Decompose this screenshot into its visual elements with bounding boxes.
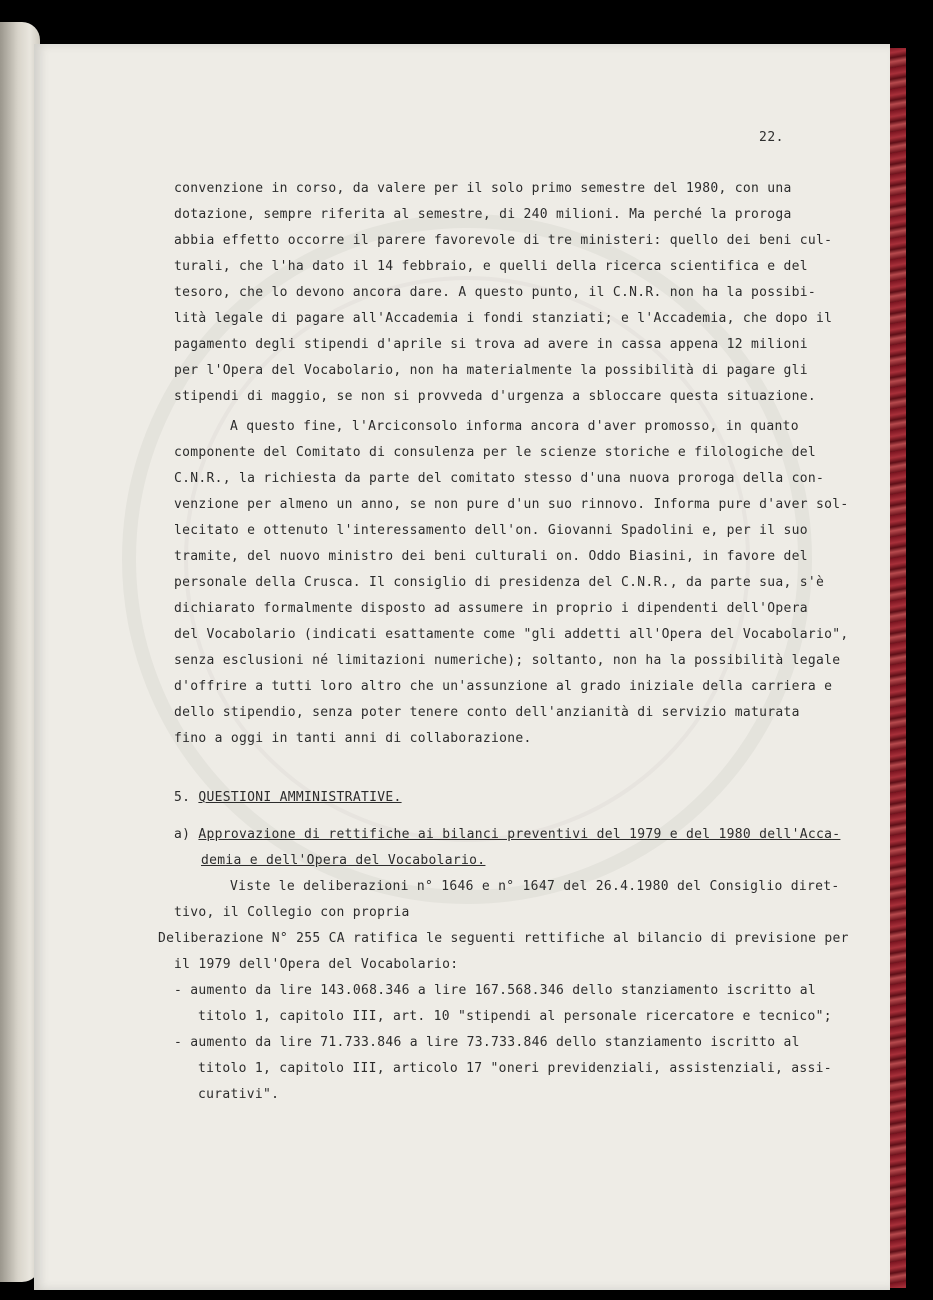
subsection-title-line-2: demia e dell'Opera del Vocabolario. (201, 853, 486, 868)
section-number: 5. (174, 790, 191, 805)
text-line: del Vocabolario (indicati esattamente come "gli addetti all'Opera del Vocabolario", (174, 627, 849, 642)
text-line: dello stipendio, senza poter tenere conto dell'anzianità di servizio maturata (174, 705, 800, 720)
text-line: d'offrire a tutti loro altro che un'assunzione al grado iniziale della carriera e (174, 679, 833, 694)
deliberation-line: Deliberazione N° 255 CA ratifica le seguenti rettifiche al bilancio di previsione per (158, 931, 849, 946)
list-item-text: curativi". (198, 1087, 280, 1102)
text-line: lecitato e ottenuto l'interessamento dell'on. Giovanni Spadolini e, per il suo (174, 523, 808, 538)
text-line: dotazione, sempre riferita al semestre, di 240 milioni. Ma perché la proroga (174, 207, 792, 222)
text-line: fino a oggi in tanti anni di collaborazione. (174, 731, 532, 746)
list-item (174, 983, 816, 998)
text-line: per l'Opera del Vocabolario, non ha materialmente la possibilità di pagare gli (174, 363, 808, 378)
list-item-text: titolo 1, capitolo III, art. 10 "stipendi al personale ricercatore e tecnico"; (198, 1009, 832, 1024)
subsection-title-line-1: Approvazione di rettifiche ai bilanci preventivi del 1979 e del 1980 dell'Acca- (198, 827, 841, 842)
section-title: QUESTIONI AMMINISTRATIVE. (198, 790, 402, 805)
list-marker: - (174, 983, 183, 998)
text-line: convenzione in corso, da valere per il solo primo semestre del 1980, con una (174, 181, 792, 196)
text-line: A questo fine, l'Arciconsolo informa ancora d'aver promosso, in quanto (230, 419, 799, 434)
list-item-text: aumento da lire 71.733.846 a lire 73.733.846 dello stanziamento iscritto al (190, 1035, 800, 1050)
text-line: turali, che l'ha dato il 14 febbraio, e quelli della ricerca scientifica e del (174, 259, 808, 274)
text-line: Viste le deliberazioni n° 1646 e n° 1647 del 26.4.1980 del Consiglio diret- (230, 879, 840, 894)
text-line: pagamento degli stipendi d'aprile si trova ad avere in cassa appena 12 milioni (174, 337, 808, 352)
text-line: tesoro, che lo devono ancora dare. A questo punto, il C.N.R. non ha la possibi- (174, 285, 817, 300)
list-item (174, 1035, 800, 1050)
text-line: senza esclusioni né limitazioni numeriche); soltanto, non ha la possibilità legale (174, 653, 841, 668)
subsection-letter: a) (174, 827, 191, 842)
list-marker: - (174, 1035, 183, 1050)
text-line: tramite, del nuovo ministro dei beni culturali on. Oddo Biasini, in favore del (174, 549, 808, 564)
text-line: lità legale di pagare all'Accademia i fondi stanziati; e l'Accademia, che dopo il (174, 311, 833, 326)
text-line: dichiarato formalmente disposto ad assumere in proprio i dipendenti dell'Opera (174, 601, 808, 616)
section-heading (174, 790, 402, 805)
list-item-text: titolo 1, capitolo III, articolo 17 "oneri previdenziali, assistenziali, assi- (198, 1061, 832, 1076)
text-line: tivo, il Collegio con propria (174, 905, 410, 920)
text-line: personale della Crusca. Il consiglio di presidenza del C.N.R., da parte sua, s'è (174, 575, 825, 590)
page-number: 22. (759, 130, 784, 145)
text-line: stipendi di maggio, se non si provveda d'urgenza a sbloccare questa situazione. (174, 389, 817, 404)
subsection-heading (174, 827, 840, 842)
document-page (34, 44, 890, 1290)
list-item-text: aumento da lire 143.068.346 a lire 167.568.346 dello stanziamento iscritto al (190, 983, 817, 998)
text-line: abbia effetto occorre il parere favorevole di tre ministeri: quello dei beni cul- (174, 233, 833, 248)
text-line: C.N.R., la richiesta da parte del comitato stesso d'una nuova proroga della con- (174, 471, 825, 486)
deliberation-line: il 1979 dell'Opera del Vocabolario: (174, 957, 459, 972)
text-line: venzione per almeno un anno, se non pure d'un suo rinnovo. Informa pure d'aver sol- (174, 497, 849, 512)
text-line: componente del Comitato di consulenza per le scienze storiche e filologiche del (174, 445, 817, 460)
